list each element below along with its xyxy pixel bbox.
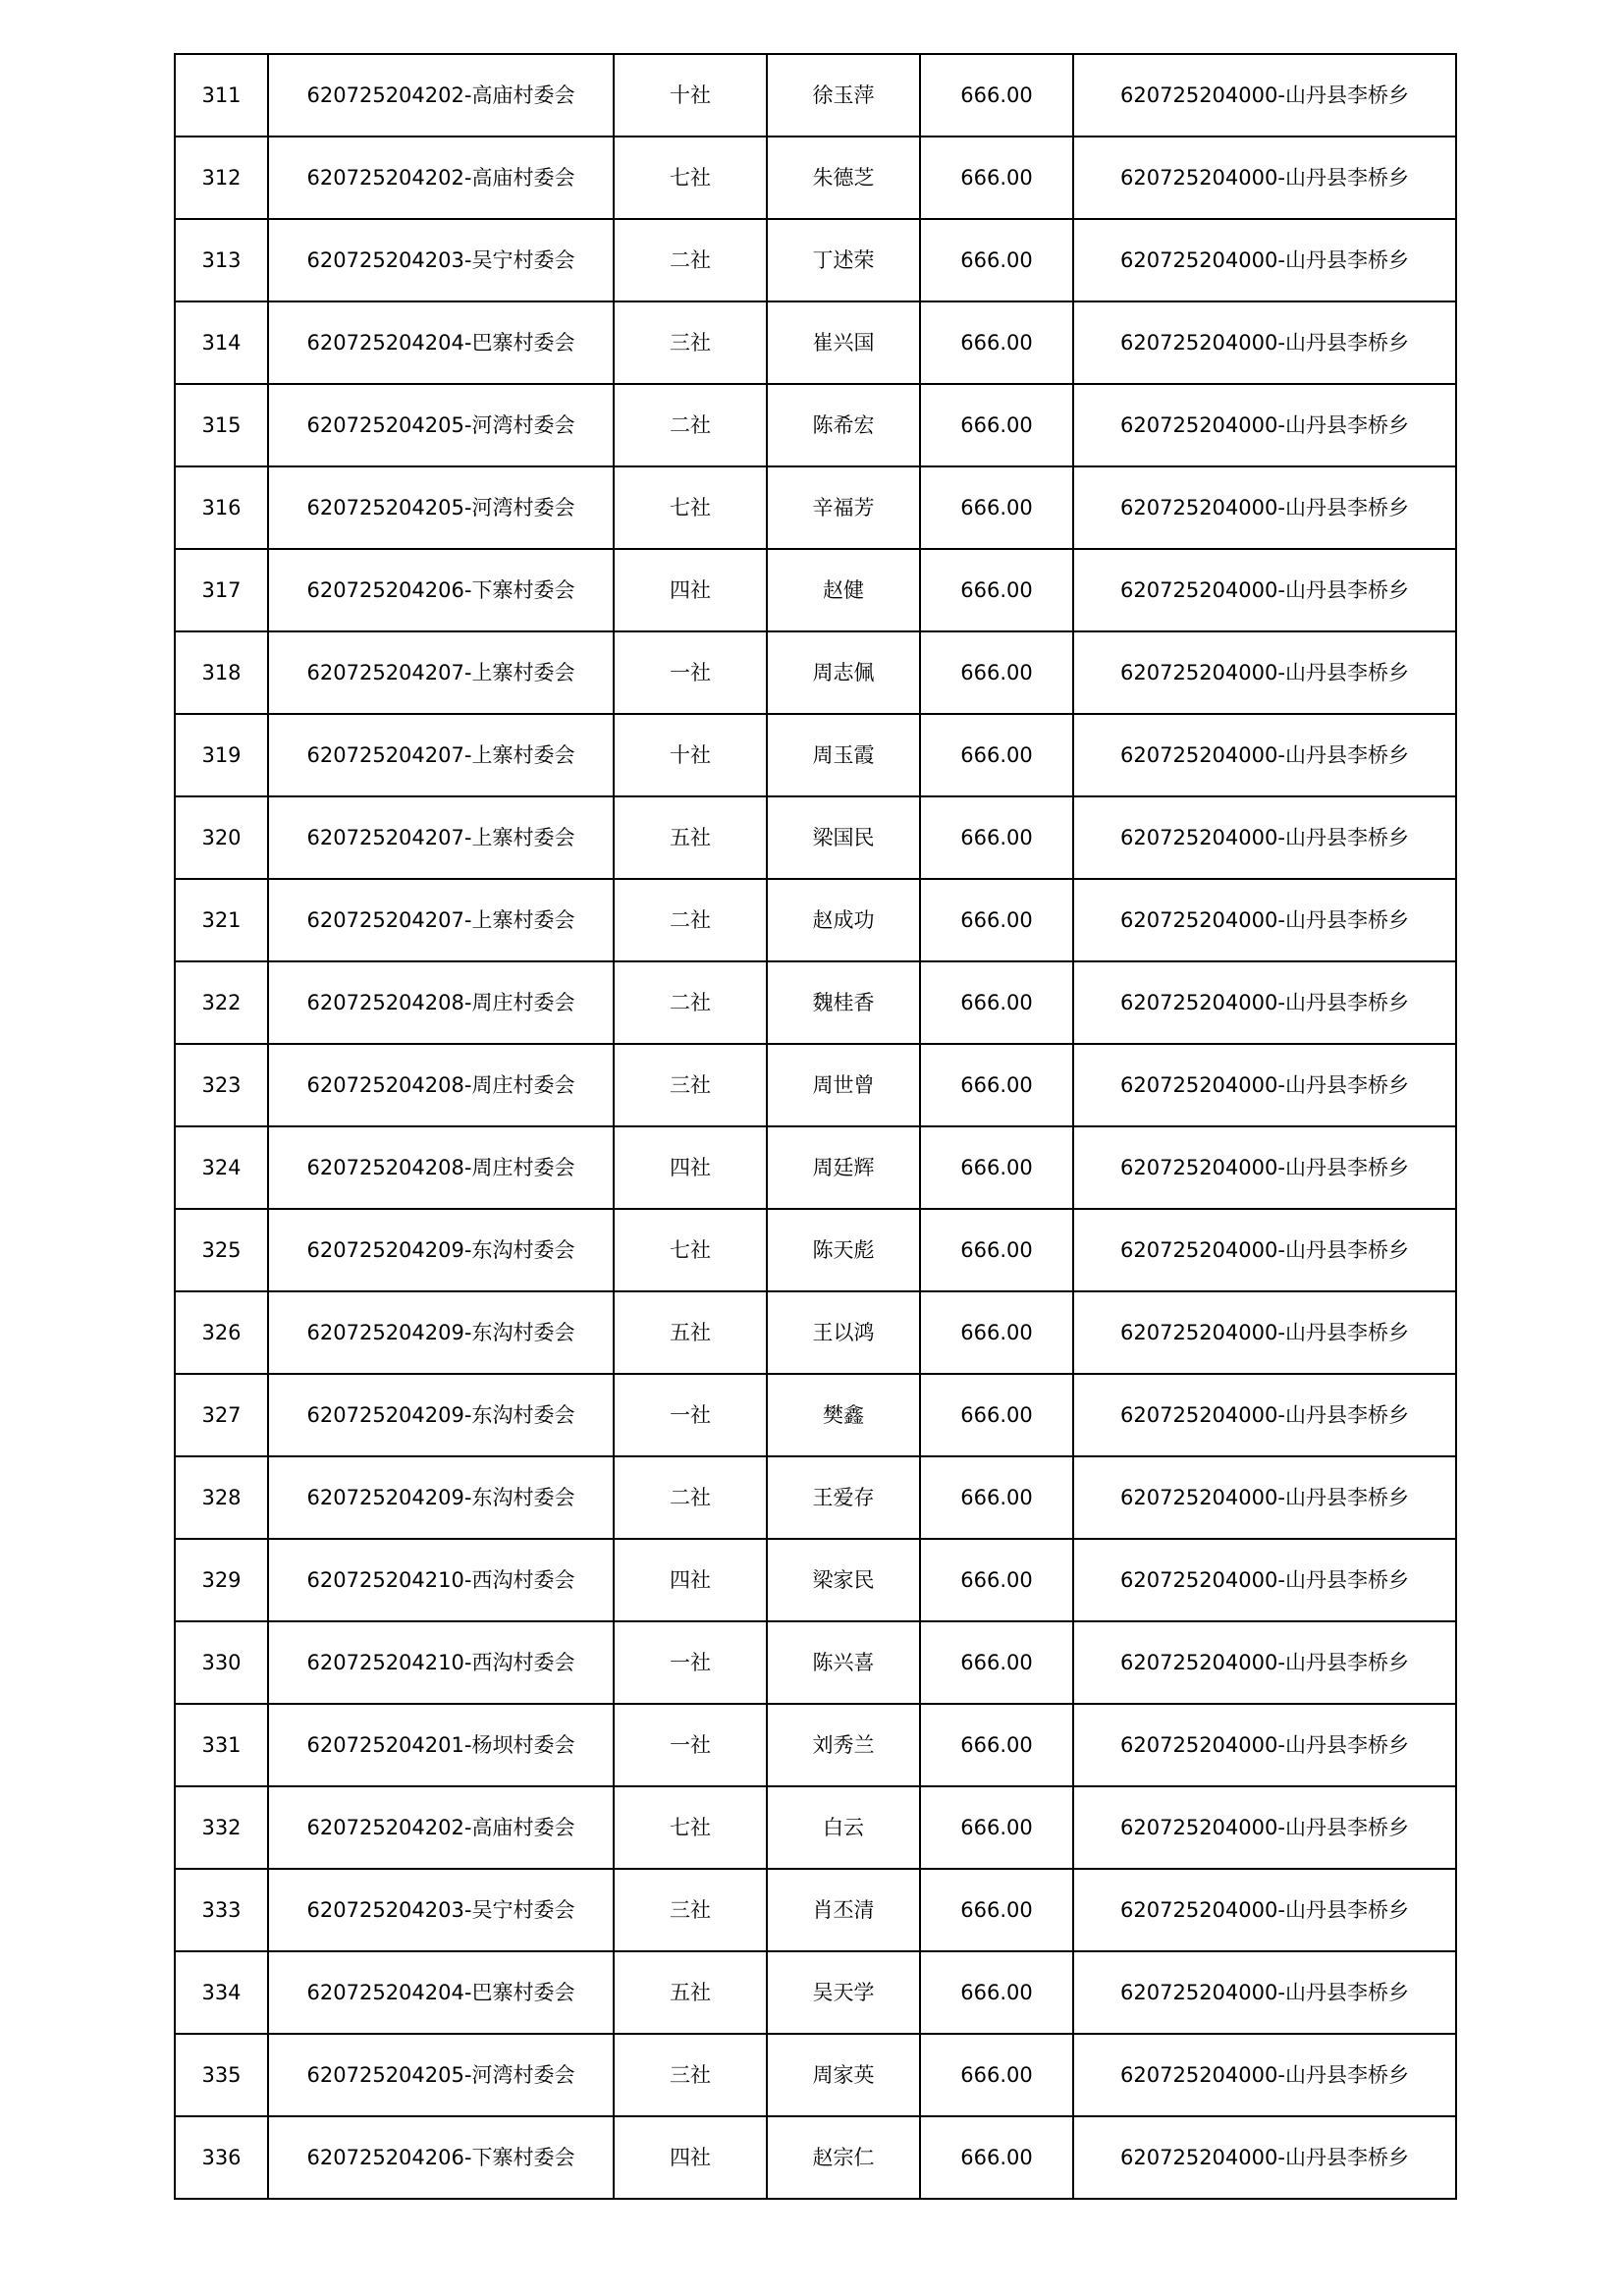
row-number-cell: 334 bbox=[175, 1951, 268, 2034]
township-cell: 620725204000-山丹县李桥乡 bbox=[1073, 219, 1456, 301]
name-cell: 朱德芝 bbox=[767, 137, 920, 219]
table-row bbox=[175, 219, 1456, 301]
name-cell: 周世曾 bbox=[767, 1044, 920, 1126]
row-number-cell: 323 bbox=[175, 1044, 268, 1126]
township-cell: 620725204000-山丹县李桥乡 bbox=[1073, 1951, 1456, 2034]
amount-cell: 666.00 bbox=[920, 54, 1073, 137]
name-cell: 辛福芳 bbox=[767, 466, 920, 549]
village-cell: 620725204201-杨坝村委会 bbox=[268, 1704, 614, 1786]
amount-cell: 666.00 bbox=[920, 714, 1073, 796]
village-cell: 620725204206-下寨村委会 bbox=[268, 549, 614, 631]
name-cell: 陈天彪 bbox=[767, 1209, 920, 1291]
group-cell: 二社 bbox=[614, 961, 767, 1044]
table-row bbox=[175, 796, 1456, 879]
name-cell: 梁国民 bbox=[767, 796, 920, 879]
group-cell: 一社 bbox=[614, 1374, 767, 1456]
row-number-cell: 315 bbox=[175, 384, 268, 466]
table-row bbox=[175, 2034, 1456, 2116]
row-number-cell: 336 bbox=[175, 2116, 268, 2199]
group-cell: 二社 bbox=[614, 384, 767, 466]
amount-cell: 666.00 bbox=[920, 1374, 1073, 1456]
village-cell: 620725204208-周庄村委会 bbox=[268, 961, 614, 1044]
row-number-cell: 316 bbox=[175, 466, 268, 549]
group-cell: 四社 bbox=[614, 1539, 767, 1621]
name-cell: 周家英 bbox=[767, 2034, 920, 2116]
village-cell: 620725204204-巴寨村委会 bbox=[268, 301, 614, 384]
name-cell: 王爱存 bbox=[767, 1456, 920, 1539]
township-cell: 620725204000-山丹县李桥乡 bbox=[1073, 961, 1456, 1044]
township-cell: 620725204000-山丹县李桥乡 bbox=[1073, 1374, 1456, 1456]
group-cell: 四社 bbox=[614, 2116, 767, 2199]
township-cell: 620725204000-山丹县李桥乡 bbox=[1073, 301, 1456, 384]
village-cell: 620725204210-西沟村委会 bbox=[268, 1539, 614, 1621]
village-cell: 620725204205-河湾村委会 bbox=[268, 2034, 614, 2116]
township-cell: 620725204000-山丹县李桥乡 bbox=[1073, 1621, 1456, 1704]
table-row bbox=[175, 1869, 1456, 1951]
village-cell: 620725204207-上寨村委会 bbox=[268, 631, 614, 714]
name-cell: 周志佩 bbox=[767, 631, 920, 714]
name-cell: 刘秀兰 bbox=[767, 1704, 920, 1786]
table-row bbox=[175, 1126, 1456, 1209]
township-cell: 620725204000-山丹县李桥乡 bbox=[1073, 1209, 1456, 1291]
amount-cell: 666.00 bbox=[920, 1209, 1073, 1291]
village-cell: 620725204203-吴宁村委会 bbox=[268, 1869, 614, 1951]
village-cell: 620725204210-西沟村委会 bbox=[268, 1621, 614, 1704]
amount-cell: 666.00 bbox=[920, 466, 1073, 549]
row-number-cell: 320 bbox=[175, 796, 268, 879]
village-cell: 620725204209-东沟村委会 bbox=[268, 1456, 614, 1539]
amount-cell: 666.00 bbox=[920, 1044, 1073, 1126]
amount-cell: 666.00 bbox=[920, 879, 1073, 961]
group-cell: 五社 bbox=[614, 796, 767, 879]
amount-cell: 666.00 bbox=[920, 1786, 1073, 1869]
township-cell: 620725204000-山丹县李桥乡 bbox=[1073, 1044, 1456, 1126]
table-row bbox=[175, 1291, 1456, 1374]
name-cell: 丁述荣 bbox=[767, 219, 920, 301]
table-row bbox=[175, 384, 1456, 466]
table-row bbox=[175, 1539, 1456, 1621]
name-cell: 陈希宏 bbox=[767, 384, 920, 466]
village-cell: 620725204202-高庙村委会 bbox=[268, 1786, 614, 1869]
name-cell: 樊鑫 bbox=[767, 1374, 920, 1456]
amount-cell: 666.00 bbox=[920, 1621, 1073, 1704]
group-cell: 十社 bbox=[614, 54, 767, 137]
name-cell: 徐玉萍 bbox=[767, 54, 920, 137]
amount-cell: 666.00 bbox=[920, 137, 1073, 219]
village-cell: 620725204205-河湾村委会 bbox=[268, 466, 614, 549]
row-number-cell: 313 bbox=[175, 219, 268, 301]
row-number-cell: 327 bbox=[175, 1374, 268, 1456]
row-number-cell: 331 bbox=[175, 1704, 268, 1786]
township-cell: 620725204000-山丹县李桥乡 bbox=[1073, 1456, 1456, 1539]
amount-cell: 666.00 bbox=[920, 219, 1073, 301]
row-number-cell: 329 bbox=[175, 1539, 268, 1621]
group-cell: 三社 bbox=[614, 301, 767, 384]
name-cell: 赵宗仁 bbox=[767, 2116, 920, 2199]
table-row bbox=[175, 961, 1456, 1044]
village-cell: 620725204202-高庙村委会 bbox=[268, 54, 614, 137]
row-number-cell: 335 bbox=[175, 2034, 268, 2116]
row-number-cell: 333 bbox=[175, 1869, 268, 1951]
row-number-cell: 325 bbox=[175, 1209, 268, 1291]
name-cell: 魏桂香 bbox=[767, 961, 920, 1044]
row-number-cell: 312 bbox=[175, 137, 268, 219]
roster-table-body bbox=[175, 54, 1456, 2199]
village-cell: 620725204208-周庄村委会 bbox=[268, 1126, 614, 1209]
row-number-cell: 321 bbox=[175, 879, 268, 961]
amount-cell: 666.00 bbox=[920, 1869, 1073, 1951]
amount-cell: 666.00 bbox=[920, 1126, 1073, 1209]
row-number-cell: 332 bbox=[175, 1786, 268, 1869]
group-cell: 三社 bbox=[614, 1869, 767, 1951]
amount-cell: 666.00 bbox=[920, 301, 1073, 384]
name-cell: 梁家民 bbox=[767, 1539, 920, 1621]
table-row bbox=[175, 466, 1456, 549]
township-cell: 620725204000-山丹县李桥乡 bbox=[1073, 714, 1456, 796]
row-number-cell: 311 bbox=[175, 54, 268, 137]
village-cell: 620725204204-巴寨村委会 bbox=[268, 1951, 614, 2034]
village-cell: 620725204206-下寨村委会 bbox=[268, 2116, 614, 2199]
name-cell: 王以鸿 bbox=[767, 1291, 920, 1374]
group-cell: 四社 bbox=[614, 549, 767, 631]
village-cell: 620725204205-河湾村委会 bbox=[268, 384, 614, 466]
group-cell: 七社 bbox=[614, 1786, 767, 1869]
name-cell: 吴天学 bbox=[767, 1951, 920, 2034]
group-cell: 一社 bbox=[614, 1621, 767, 1704]
village-cell: 620725204208-周庄村委会 bbox=[268, 1044, 614, 1126]
table-row bbox=[175, 54, 1456, 137]
amount-cell: 666.00 bbox=[920, 1291, 1073, 1374]
amount-cell: 666.00 bbox=[920, 2034, 1073, 2116]
group-cell: 一社 bbox=[614, 631, 767, 714]
township-cell: 620725204000-山丹县李桥乡 bbox=[1073, 879, 1456, 961]
row-number-cell: 317 bbox=[175, 549, 268, 631]
row-number-cell: 319 bbox=[175, 714, 268, 796]
name-cell: 赵成功 bbox=[767, 879, 920, 961]
name-cell: 肖丕清 bbox=[767, 1869, 920, 1951]
group-cell: 七社 bbox=[614, 137, 767, 219]
group-cell: 三社 bbox=[614, 2034, 767, 2116]
name-cell: 周廷辉 bbox=[767, 1126, 920, 1209]
name-cell: 白云 bbox=[767, 1786, 920, 1869]
township-cell: 620725204000-山丹县李桥乡 bbox=[1073, 1704, 1456, 1786]
table-row bbox=[175, 1209, 1456, 1291]
table-row bbox=[175, 1044, 1456, 1126]
village-cell: 620725204209-东沟村委会 bbox=[268, 1209, 614, 1291]
table-row bbox=[175, 714, 1456, 796]
township-cell: 620725204000-山丹县李桥乡 bbox=[1073, 796, 1456, 879]
amount-cell: 666.00 bbox=[920, 796, 1073, 879]
township-cell: 620725204000-山丹县李桥乡 bbox=[1073, 1126, 1456, 1209]
group-cell: 七社 bbox=[614, 466, 767, 549]
row-number-cell: 326 bbox=[175, 1291, 268, 1374]
amount-cell: 666.00 bbox=[920, 1456, 1073, 1539]
table-row bbox=[175, 1374, 1456, 1456]
name-cell: 陈兴喜 bbox=[767, 1621, 920, 1704]
village-cell: 620725204203-吴宁村委会 bbox=[268, 219, 614, 301]
township-cell: 620725204000-山丹县李桥乡 bbox=[1073, 384, 1456, 466]
name-cell: 崔兴国 bbox=[767, 301, 920, 384]
table-row bbox=[175, 1621, 1456, 1704]
township-cell: 620725204000-山丹县李桥乡 bbox=[1073, 466, 1456, 549]
township-cell: 620725204000-山丹县李桥乡 bbox=[1073, 1869, 1456, 1951]
village-cell: 620725204209-东沟村委会 bbox=[268, 1374, 614, 1456]
group-cell: 二社 bbox=[614, 219, 767, 301]
row-number-cell: 318 bbox=[175, 631, 268, 714]
amount-cell: 666.00 bbox=[920, 631, 1073, 714]
township-cell: 620725204000-山丹县李桥乡 bbox=[1073, 137, 1456, 219]
name-cell: 周玉霞 bbox=[767, 714, 920, 796]
group-cell: 七社 bbox=[614, 1209, 767, 1291]
township-cell: 620725204000-山丹县李桥乡 bbox=[1073, 2116, 1456, 2199]
table-row bbox=[175, 1456, 1456, 1539]
table-row bbox=[175, 879, 1456, 961]
table-row bbox=[175, 301, 1456, 384]
table-row bbox=[175, 549, 1456, 631]
table-row bbox=[175, 2116, 1456, 2199]
amount-cell: 666.00 bbox=[920, 549, 1073, 631]
township-cell: 620725204000-山丹县李桥乡 bbox=[1073, 2034, 1456, 2116]
township-cell: 620725204000-山丹县李桥乡 bbox=[1073, 549, 1456, 631]
village-cell: 620725204207-上寨村委会 bbox=[268, 714, 614, 796]
amount-cell: 666.00 bbox=[920, 2116, 1073, 2199]
table-row bbox=[175, 1704, 1456, 1786]
village-cell: 620725204209-东沟村委会 bbox=[268, 1291, 614, 1374]
row-number-cell: 328 bbox=[175, 1456, 268, 1539]
row-number-cell: 322 bbox=[175, 961, 268, 1044]
name-cell: 赵健 bbox=[767, 549, 920, 631]
table-row bbox=[175, 1786, 1456, 1869]
amount-cell: 666.00 bbox=[920, 384, 1073, 466]
group-cell: 五社 bbox=[614, 1291, 767, 1374]
amount-cell: 666.00 bbox=[920, 961, 1073, 1044]
group-cell: 三社 bbox=[614, 1044, 767, 1126]
group-cell: 十社 bbox=[614, 714, 767, 796]
row-number-cell: 314 bbox=[175, 301, 268, 384]
table-row bbox=[175, 137, 1456, 219]
township-cell: 620725204000-山丹县李桥乡 bbox=[1073, 54, 1456, 137]
township-cell: 620725204000-山丹县李桥乡 bbox=[1073, 1786, 1456, 1869]
group-cell: 四社 bbox=[614, 1126, 767, 1209]
group-cell: 二社 bbox=[614, 1456, 767, 1539]
table-row bbox=[175, 1951, 1456, 2034]
township-cell: 620725204000-山丹县李桥乡 bbox=[1073, 1539, 1456, 1621]
group-cell: 二社 bbox=[614, 879, 767, 961]
row-number-cell: 330 bbox=[175, 1621, 268, 1704]
township-cell: 620725204000-山丹县李桥乡 bbox=[1073, 1291, 1456, 1374]
village-cell: 620725204207-上寨村委会 bbox=[268, 796, 614, 879]
amount-cell: 666.00 bbox=[920, 1951, 1073, 2034]
row-number-cell: 324 bbox=[175, 1126, 268, 1209]
village-cell: 620725204207-上寨村委会 bbox=[268, 879, 614, 961]
group-cell: 五社 bbox=[614, 1951, 767, 2034]
amount-cell: 666.00 bbox=[920, 1539, 1073, 1621]
subsidy-roster-table bbox=[174, 53, 1457, 2200]
group-cell: 一社 bbox=[614, 1704, 767, 1786]
table-row bbox=[175, 631, 1456, 714]
township-cell: 620725204000-山丹县李桥乡 bbox=[1073, 631, 1456, 714]
amount-cell: 666.00 bbox=[920, 1704, 1073, 1786]
village-cell: 620725204202-高庙村委会 bbox=[268, 137, 614, 219]
